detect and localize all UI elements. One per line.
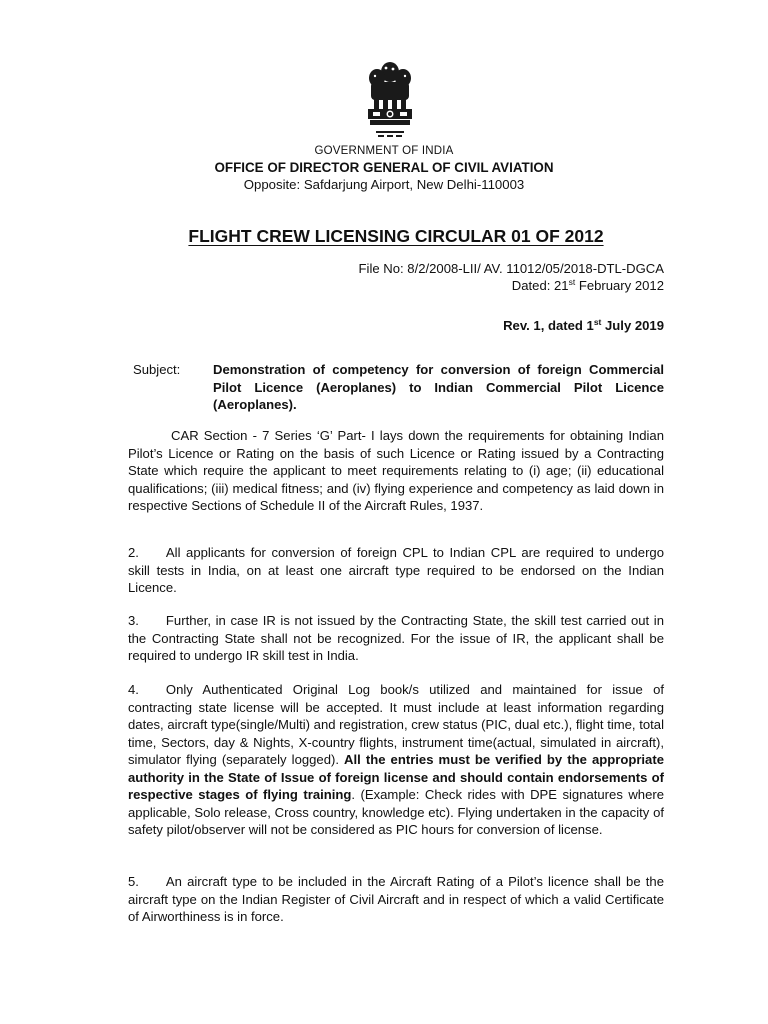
issue-date: Dated: 21st February 2012 bbox=[511, 277, 664, 293]
office-heading: OFFICE OF DIRECTOR GENERAL OF CIVIL AVIATION bbox=[214, 160, 554, 175]
office-address: Opposite: Safdarjung Airport, New Delhi-110003 bbox=[243, 177, 525, 192]
paragraph-3: 3. Further, in case IR is not issued by the Contracting State, the skill test carried out in the Contracting State shall not be recognized. For the issue of IR, the applicant shall be required to undergo IR skill test in India. bbox=[128, 613, 664, 663]
paragraph-2: 2. All applicants for conversion of foreign CPL to Indian CPL are required to undergo skill tests in India, on at least one aircraft type required to be endorsed on the Indian Licence. bbox=[128, 545, 664, 595]
circular-title: FLIGHT CREW LICENSING CIRCULAR 01 OF 2012 bbox=[188, 226, 604, 246]
government-heading: GOVERNMENT OF INDIA bbox=[314, 145, 454, 157]
paragraph-4-emphasis: All the entries must be verified by the appropriate authority in the State of Issue of foreign license and should contain endorsements of respective stages of flying training bbox=[128, 752, 664, 802]
file-number: File No: 8/2/2008-LII/ AV. 11012/05/2018-DTL-DGCA bbox=[358, 261, 664, 276]
paragraph-4: 4. Only Authenticated Original Log book/s utilized and maintained for issue of contracting state license will be accepted. It must include at least information regarding dates, aircraft type(single/Multi) and registration, crew status (PIC, dual etc.), flight time, total time, Sectors, day & Nights, X-country flights, instrument time(actual, simulated in aircraft), simulator flying (separately logged). All the entries must be verified by the appropriate authority in the State of Issue of foreign license and should contain endorsements of respective stages of flying training. (Example: Check rides with DPE signatures where applicable, Solo release, Cross country, knowledge etc). Flying undertaken in the capacity of safety pilot/observer will not be considered as PIC hours for conversion of license. bbox=[128, 682, 664, 837]
paragraph-5: 5. An aircraft type to be included in the Aircraft Rating of a Pilot’s licence shall be the aircraft type on the Indian Register of Civil Aircraft and in respect of which a valid Certificate of Airworthiness is in force. bbox=[128, 874, 664, 924]
subject-text: Demonstration of competency for conversion of foreign Commercial Pilot Licence (Aeroplanes) to Indian Commercial Pilot Licence (Aeroplanes). bbox=[213, 362, 664, 412]
subject-label: Subject: bbox=[133, 362, 181, 377]
paragraph-1: CAR Section - 7 Series ‘G’ Part- I lays down the requirements for obtaining Indian Pilot’s Licence or Rating on the basis of such Licence or Rating issued by a Contracting State which require the applicant to meet requirements relating to (i) age; (ii) educational qualifications; (iii) medical fitness; and (iv) flying experience and competency as laid down in respective Sections of Schedule II of the Aircraft Rules, 1937. bbox=[128, 428, 664, 513]
national-emblem-icon bbox=[362, 58, 418, 142]
revision-date: Rev. 1, dated 1st July 2019 bbox=[503, 317, 664, 333]
